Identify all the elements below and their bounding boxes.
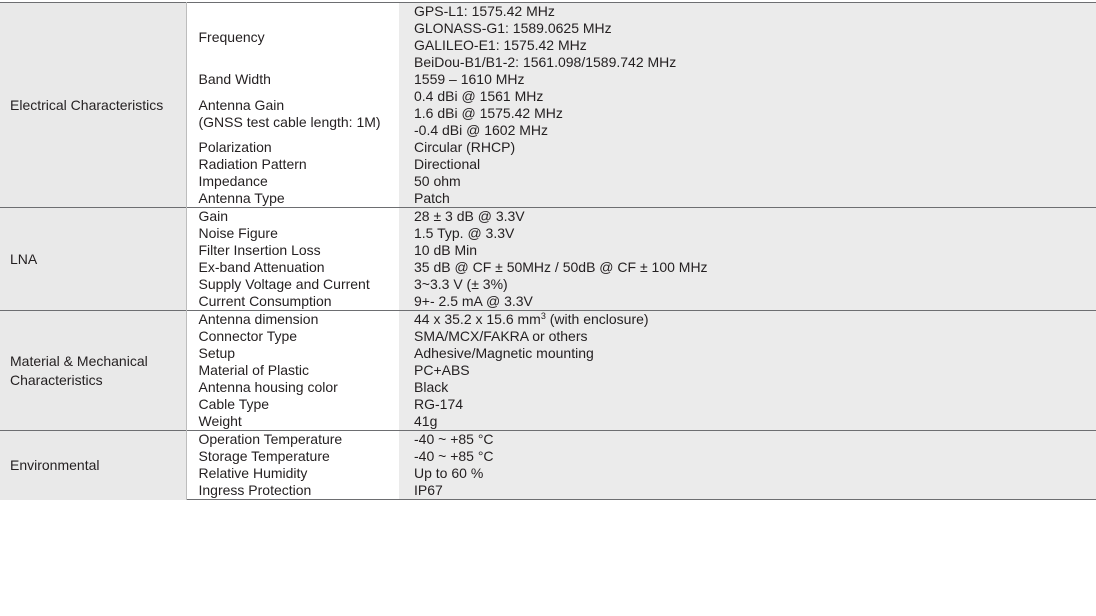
value-cell — [399, 259, 1096, 276]
category-cell: Material & Mechanical Characteristics — [0, 311, 186, 431]
value-cell — [399, 173, 1096, 190]
property-cell: Cable Type — [186, 396, 399, 413]
property-cell: Filter Insertion Loss — [186, 242, 399, 259]
value-line: GPS-L1: 1575.42 MHz — [414, 3, 555, 19]
property-line: (GNSS test cable length: 1M) — [198, 113, 381, 130]
value-cell — [399, 448, 1096, 465]
value-cell — [399, 190, 1096, 208]
value-line: -40 ~ +85 °C — [414, 448, 494, 464]
property-cell: Antenna dimension — [186, 311, 399, 329]
value-cell — [399, 88, 1096, 139]
property-cell: Impedance — [186, 173, 399, 190]
value-cell — [399, 156, 1096, 173]
value-cell — [399, 362, 1096, 379]
property-cell: Connector Type — [186, 328, 399, 345]
value-cell — [399, 139, 1096, 156]
property-cell: Antenna housing color — [186, 379, 399, 396]
value-line: 1.6 dBi @ 1575.42 MHz — [414, 105, 563, 121]
property-cell: Polarization — [186, 139, 399, 156]
value-cell — [399, 311, 1096, 329]
property-cell: Radiation Pattern — [186, 156, 399, 173]
property-cell — [186, 88, 399, 139]
value-cell — [399, 345, 1096, 362]
value-line: Patch — [414, 190, 450, 206]
value-line: -0.4 dBi @ 1602 MHz — [414, 122, 549, 138]
property-cell: Ex-band Attenuation — [186, 259, 399, 276]
property-cell: Ingress Protection — [186, 482, 399, 500]
value-cell — [399, 225, 1096, 242]
value-line: GALILEO-E1: 1575.42 MHz — [414, 37, 587, 53]
value-line: GLONASS-G1: 1589.0625 MHz — [414, 20, 612, 36]
value-line: Up to 60 % — [414, 465, 484, 481]
value-line: 28 ± 3 dB @ 3.3V — [414, 208, 525, 224]
value-cell — [399, 379, 1096, 396]
property-cell: Operation Temperature — [186, 431, 399, 449]
value-cell — [399, 293, 1096, 311]
category-cell: Environmental — [0, 431, 186, 500]
value-cell — [399, 276, 1096, 293]
spec-row — [0, 431, 1096, 449]
value-line: Directional — [414, 156, 481, 172]
property-cell: Frequency — [186, 3, 399, 72]
value-line: 1559 – 1610 MHz — [414, 71, 525, 87]
property-cell: Gain — [186, 208, 399, 226]
value-cell — [399, 482, 1096, 500]
property-cell: Band Width — [186, 71, 399, 88]
property-cell: Noise Figure — [186, 225, 399, 242]
value-line: 35 dB @ CF ± 50MHz / 50dB @ CF ± 100 MHz — [414, 259, 708, 275]
value-cell — [399, 431, 1096, 449]
spec-row — [0, 208, 1096, 226]
value-line: 41g — [414, 413, 438, 429]
value-cell — [399, 413, 1096, 431]
value-line: 1.5 Typ. @ 3.3V — [414, 225, 515, 241]
value-line: Adhesive/Magnetic mounting — [414, 345, 594, 361]
value-cell — [399, 71, 1096, 88]
value-line: PC+ABS — [414, 362, 470, 378]
value-line: 0.4 dBi @ 1561 MHz — [414, 88, 544, 104]
value-line: BeiDou-B1/B1-2: 1561.098/1589.742 MHz — [414, 54, 677, 70]
property-cell: Weight — [186, 413, 399, 431]
property-line: Antenna Gain — [198, 96, 285, 113]
value-cell — [399, 3, 1096, 72]
spec-row — [0, 3, 1096, 72]
value-cell — [399, 208, 1096, 226]
property-cell: Storage Temperature — [186, 448, 399, 465]
value-line: Circular (RHCP) — [414, 139, 516, 155]
property-cell: Supply Voltage and Current — [186, 276, 399, 293]
value-line: 3~3.3 V (± 3%) — [414, 276, 508, 292]
spec-table — [0, 2, 1096, 500]
value-line: 9+- 2.5 mA @ 3.3V — [414, 293, 533, 309]
category-cell: LNA — [0, 208, 186, 311]
value-line: Black — [414, 379, 449, 395]
property-cell: Setup — [186, 345, 399, 362]
property-cell: Current Consumption — [186, 293, 399, 311]
value-cell — [399, 328, 1096, 345]
value-cell — [399, 396, 1096, 413]
spec-row — [0, 311, 1096, 329]
spec-table-body — [0, 3, 1096, 500]
category-cell: Electrical Characteristics — [0, 3, 186, 208]
value-line: RG-174 — [414, 396, 464, 412]
value-line: 44 x 35.2 x 15.6 $mm^3$ (with enclosure) — [414, 311, 649, 327]
value-cell — [399, 465, 1096, 482]
value-line: 10 dB Min — [414, 242, 478, 258]
property-cell: Antenna Type — [186, 190, 399, 208]
value-line: IP67 — [414, 482, 443, 498]
property-cell: Relative Humidity — [186, 465, 399, 482]
value-line: -40 ~ +85 °C — [414, 431, 494, 447]
value-cell — [399, 242, 1096, 259]
property-cell: Material of Plastic — [186, 362, 399, 379]
value-line: SMA/MCX/FAKRA or others — [414, 328, 588, 344]
value-line: 50 ohm — [414, 173, 461, 189]
